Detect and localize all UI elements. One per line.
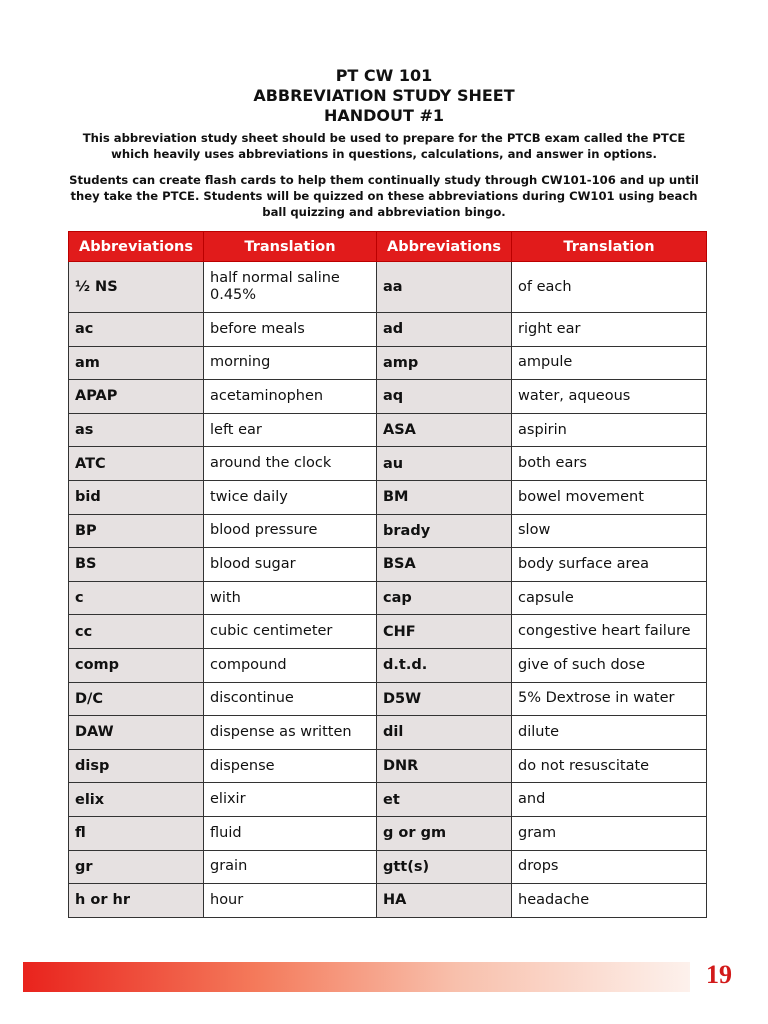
translation-cell: and (512, 783, 707, 817)
translation-cell: drops (512, 850, 707, 884)
abbreviation-cell: et (377, 783, 512, 817)
table-row (69, 783, 707, 817)
table-row (69, 548, 707, 582)
translation-cell: 5% Dextrose in water (512, 682, 707, 716)
description-paragraph-1: This abbreviation study sheet should be used to prepare for the PTCB exam called the PTCE which heavily uses abbreviations in questions, calculations, and answer in options. (82, 131, 686, 161)
translation-cell: with (204, 581, 377, 615)
table-header-row (69, 232, 707, 262)
translation-cell: fluid (204, 816, 377, 850)
table-row (69, 514, 707, 548)
table-body (69, 262, 707, 918)
abbreviation-cell: dil (377, 716, 512, 750)
translation-cell: headache (512, 884, 707, 918)
abbreviation-cell: au (377, 447, 512, 481)
abbreviation-cell: HA (377, 884, 512, 918)
table-row (69, 682, 707, 716)
abbreviation-cell: bid (69, 480, 204, 514)
table-row (69, 313, 707, 347)
title-line-1: PT CW 101 (335, 66, 433, 85)
translation-cell: morning (204, 346, 377, 380)
translation-cell: cubic centimeter (204, 615, 377, 649)
table-row (69, 447, 707, 481)
translation-cell: body surface area (512, 548, 707, 582)
page-number: 19 (706, 960, 732, 989)
table-row (69, 380, 707, 414)
abbreviation-cell: ac (69, 313, 204, 347)
translation-cell: before meals (204, 313, 377, 347)
translation-cell: half normal saline 0.45% (204, 262, 377, 313)
translation-cell: blood pressure (204, 514, 377, 548)
table-row (69, 648, 707, 682)
translation-cell: elixir (204, 783, 377, 817)
abbreviation-cell: comp (69, 648, 204, 682)
abbreviation-cell: ATC (69, 447, 204, 481)
table-row (69, 749, 707, 783)
table-row (69, 716, 707, 750)
translation-cell: bowel movement (512, 480, 707, 514)
translation-cell: slow (512, 514, 707, 548)
translation-cell: give of such dose (512, 648, 707, 682)
translation-cell: acetaminophen (204, 380, 377, 414)
translation-cell: of each (512, 262, 707, 313)
abbreviation-cell: CHF (377, 615, 512, 649)
translation-cell: compound (204, 648, 377, 682)
abbreviation-cell: BS (69, 548, 204, 582)
translation-cell: around the clock (204, 447, 377, 481)
translation-cell: twice daily (204, 480, 377, 514)
translation-cell: right ear (512, 313, 707, 347)
abbreviation-cell: aa (377, 262, 512, 313)
table-row (69, 480, 707, 514)
abbreviation-cell: APAP (69, 380, 204, 414)
footer-gradient-bar (23, 962, 690, 992)
translation-cell: left ear (204, 413, 377, 447)
abbreviation-cell: brady (377, 514, 512, 548)
abbreviation-cell: d.t.d. (377, 648, 512, 682)
abbreviation-cell: cc (69, 615, 204, 649)
abbreviation-cell: D5W (377, 682, 512, 716)
translation-cell: do not resuscitate (512, 749, 707, 783)
abbreviation-cell: c (69, 581, 204, 615)
abbreviation-cell: cap (377, 581, 512, 615)
abbreviation-cell: fl (69, 816, 204, 850)
abbreviation-table (68, 231, 707, 918)
abbreviation-cell: DAW (69, 716, 204, 750)
table-row (69, 581, 707, 615)
header-abbreviations-1: Abbreviations (69, 232, 204, 262)
abbreviation-cell: ad (377, 313, 512, 347)
abbreviation-cell: BM (377, 480, 512, 514)
abbreviation-cell: BP (69, 514, 204, 548)
title-line-2: ABBREVIATION STUDY SHEET (253, 86, 515, 105)
abbreviation-cell: gtt(s) (377, 850, 512, 884)
translation-cell: congestive heart failure (512, 615, 707, 649)
header-translation-1: Translation (204, 232, 377, 262)
translation-cell: aspirin (512, 413, 707, 447)
abbreviation-cell: ASA (377, 413, 512, 447)
translation-cell: ampule (512, 346, 707, 380)
document-header (0, 66, 768, 220)
abbreviation-cell: disp (69, 749, 204, 783)
abbreviation-cell: gr (69, 850, 204, 884)
abbreviation-cell: ½ NS (69, 262, 204, 313)
abbreviation-cell: as (69, 413, 204, 447)
translation-cell: water, aqueous (512, 380, 707, 414)
translation-cell: gram (512, 816, 707, 850)
abbreviation-cell: D/C (69, 682, 204, 716)
table-row (69, 346, 707, 380)
translation-cell: hour (204, 884, 377, 918)
translation-cell: both ears (512, 447, 707, 481)
abbreviation-cell: g or gm (377, 816, 512, 850)
table-row (69, 884, 707, 918)
abbreviation-cell: am (69, 346, 204, 380)
translation-cell: dispense (204, 749, 377, 783)
translation-cell: dilute (512, 716, 707, 750)
abbreviation-cell: aq (377, 380, 512, 414)
translation-cell: blood sugar (204, 548, 377, 582)
translation-cell: discontinue (204, 682, 377, 716)
header-translation-2: Translation (512, 232, 707, 262)
title-line-3: HANDOUT #1 (323, 106, 445, 125)
table-row (69, 816, 707, 850)
abbreviation-cell: amp (377, 346, 512, 380)
abbreviation-cell: BSA (377, 548, 512, 582)
header-abbreviations-2: Abbreviations (377, 232, 512, 262)
translation-cell: dispense as written (204, 716, 377, 750)
table-row (69, 413, 707, 447)
abbreviation-cell: elix (69, 783, 204, 817)
table-row (69, 615, 707, 649)
translation-cell: grain (204, 850, 377, 884)
translation-cell: capsule (512, 581, 707, 615)
description-paragraph-2: Students can create flash cards to help them continually study through CW101-106 and up until they take the PTCE. Students will be quizzed on these abbreviations during CW101 using beach ball quizzing and abbreviation bingo. (69, 173, 699, 219)
table-row (69, 850, 707, 884)
abbreviation-cell: h or hr (69, 884, 204, 918)
abbreviation-cell: DNR (377, 749, 512, 783)
table-row (69, 262, 707, 313)
